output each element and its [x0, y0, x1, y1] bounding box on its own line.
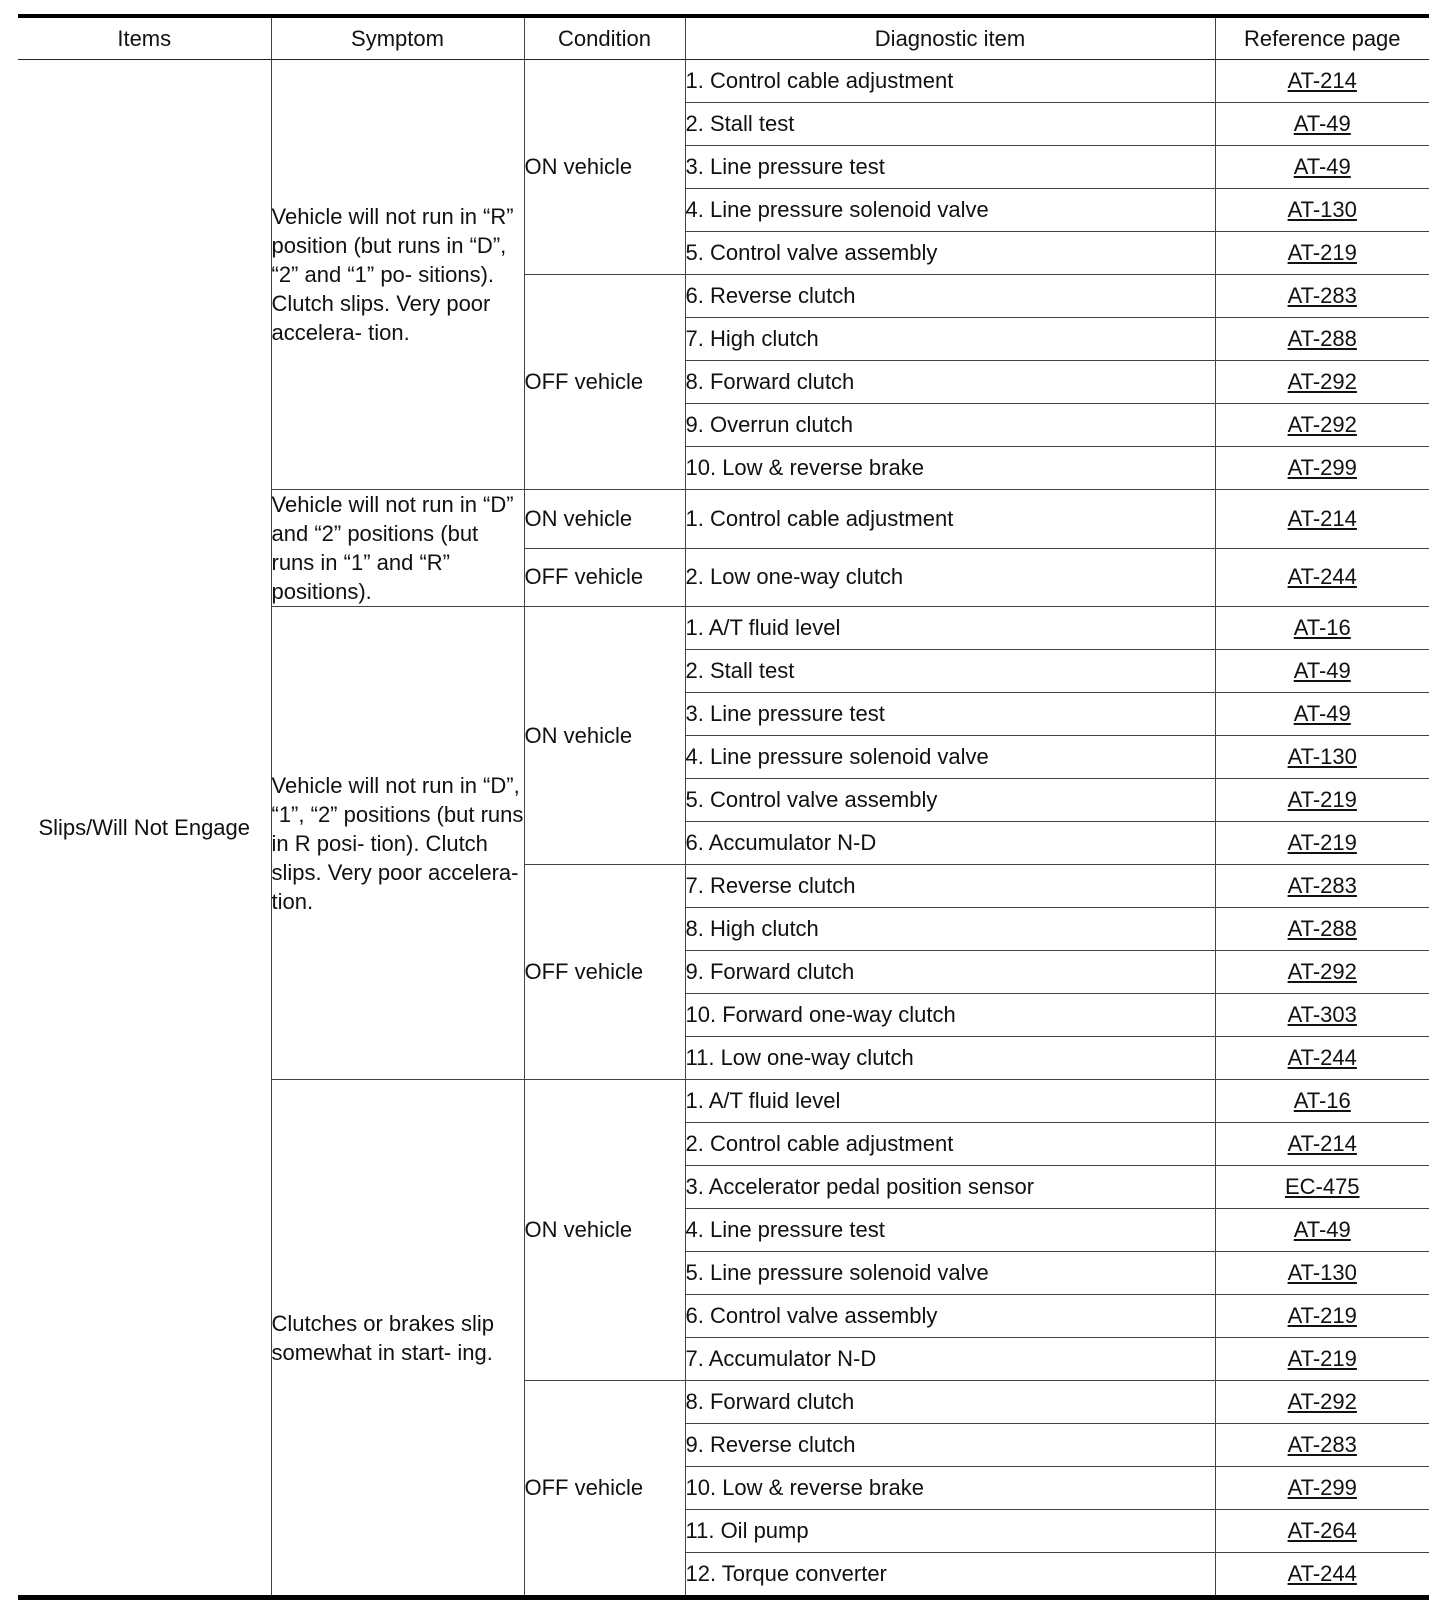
diagnostic-item: 2. Control cable adjustment [685, 1123, 1215, 1166]
diagnostic-item: 8. High clutch [685, 908, 1215, 951]
condition-label: OFF vehicle [524, 275, 685, 490]
diagnostic-item: 7. Accumulator N-D [685, 1338, 1215, 1381]
reference-cell [1215, 1037, 1429, 1080]
diagnostic-item: 10. Forward one-way clutch [685, 994, 1215, 1037]
diagnostic-item: 7. Reverse clutch [685, 865, 1215, 908]
reference-cell [1215, 404, 1429, 447]
diagnostic-item: 9. Forward clutch [685, 951, 1215, 994]
reference-cell [1215, 1252, 1429, 1295]
reference-cell [1215, 1209, 1429, 1252]
reference-link[interactable]: AT-283 [1287, 283, 1357, 308]
diagnostic-sheet [18, 14, 1429, 1600]
reference-link[interactable]: AT-49 [1293, 111, 1351, 136]
diagnostic-item: 5. Line pressure solenoid valve [685, 1252, 1215, 1295]
reference-cell [1215, 1338, 1429, 1381]
reference-cell [1215, 865, 1429, 908]
reference-link[interactable]: AT-244 [1287, 1561, 1357, 1586]
diagnostic-item: 11. Oil pump [685, 1510, 1215, 1553]
diagnostic-item: 4. Line pressure test [685, 1209, 1215, 1252]
diagnostic-item: 12. Torque converter [685, 1553, 1215, 1598]
diagnostic-item: 10. Low & reverse brake [685, 1467, 1215, 1510]
diagnostic-item: 6. Control valve assembly [685, 1295, 1215, 1338]
reference-link[interactable]: AT-283 [1287, 873, 1357, 898]
reference-link[interactable]: AT-299 [1287, 1475, 1357, 1500]
reference-cell [1215, 822, 1429, 865]
reference-cell [1215, 1510, 1429, 1553]
reference-link[interactable]: AT-49 [1293, 701, 1351, 726]
reference-link[interactable]: AT-244 [1287, 1045, 1357, 1070]
diagnostic-item: 5. Control valve assembly [685, 232, 1215, 275]
reference-cell [1215, 693, 1429, 736]
header-condition: Condition [524, 16, 685, 60]
reference-cell [1215, 1381, 1429, 1424]
condition-label: OFF vehicle [524, 548, 685, 607]
symptom-description: Vehicle will not run in “D”, “1”, “2” positions (but runs in R posi- tion). Clutch slips. Very poor accelera- tion. [271, 607, 524, 1080]
reference-cell [1215, 189, 1429, 232]
diagnostic-item: 8. Forward clutch [685, 361, 1215, 404]
diagnostic-table [18, 14, 1429, 1600]
reference-link[interactable]: AT-244 [1287, 564, 1357, 590]
diagnostic-item: 2. Stall test [685, 103, 1215, 146]
diagnostic-item: 3. Line pressure test [685, 693, 1215, 736]
reference-cell [1215, 650, 1429, 693]
reference-cell [1215, 1080, 1429, 1123]
diagnostic-item: 1. A/T fluid level [685, 607, 1215, 650]
reference-cell [1215, 1467, 1429, 1510]
reference-cell [1215, 548, 1429, 607]
reference-cell [1215, 1424, 1429, 1467]
reference-link[interactable]: AT-49 [1293, 154, 1351, 179]
table-body [18, 60, 1429, 1598]
header-row [18, 16, 1429, 60]
symptom-description: Vehicle will not run in “R” position (but runs in “D”, “2” and “1” po- sitions). Clutch slips. Very poor accelera- tion. [271, 60, 524, 490]
reference-link[interactable]: AT-130 [1287, 744, 1357, 769]
condition-label: ON vehicle [524, 607, 685, 865]
reference-cell [1215, 1295, 1429, 1338]
condition-label: ON vehicle [524, 1080, 685, 1381]
reference-link[interactable]: AT-219 [1287, 1303, 1357, 1328]
reference-link[interactable]: AT-49 [1293, 1217, 1351, 1242]
reference-cell [1215, 736, 1429, 779]
diagnostic-item: 11. Low one-way clutch [685, 1037, 1215, 1080]
diagnostic-item: 8. Forward clutch [685, 1381, 1215, 1424]
diagnostic-item: 10. Low & reverse brake [685, 447, 1215, 490]
reference-cell [1215, 275, 1429, 318]
reference-link[interactable]: AT-283 [1287, 1432, 1357, 1457]
reference-cell [1215, 361, 1429, 404]
reference-cell [1215, 607, 1429, 650]
reference-cell [1215, 103, 1429, 146]
reference-link[interactable]: AT-130 [1287, 1260, 1357, 1285]
reference-link[interactable]: AT-16 [1293, 1088, 1351, 1113]
diagnostic-item: 9. Overrun clutch [685, 404, 1215, 447]
reference-cell [1215, 1123, 1429, 1166]
diagnostic-item: 1. Control cable adjustment [685, 490, 1215, 549]
reference-cell [1215, 951, 1429, 994]
reference-cell [1215, 779, 1429, 822]
reference-link[interactable]: AT-130 [1287, 197, 1357, 222]
reference-cell [1215, 994, 1429, 1037]
reference-link[interactable]: AT-292 [1287, 1389, 1357, 1414]
diagnostic-item: 3. Accelerator pedal position sensor [685, 1166, 1215, 1209]
diagnostic-item: 4. Line pressure solenoid valve [685, 189, 1215, 232]
condition-label: OFF vehicle [524, 1381, 685, 1598]
diagnostic-item: 2. Stall test [685, 650, 1215, 693]
symptom-description: Vehicle will not run in “D” and “2” positions (but runs in “1” and “R” positions). [271, 490, 524, 607]
reference-link[interactable]: AT-264 [1287, 1518, 1357, 1543]
reference-link[interactable]: AT-288 [1287, 326, 1357, 351]
diagnostic-item: 3. Line pressure test [685, 146, 1215, 189]
diagnostic-item: 6. Reverse clutch [685, 275, 1215, 318]
reference-link[interactable]: AT-292 [1287, 369, 1357, 394]
reference-link[interactable]: AT-299 [1287, 455, 1357, 480]
diagnostic-item: 5. Control valve assembly [685, 779, 1215, 822]
reference-link[interactable]: AT-214 [1287, 1131, 1357, 1156]
condition-label: ON vehicle [524, 60, 685, 275]
item-category: Slips/Will Not Engage [18, 60, 271, 1598]
diagnostic-item: 1. Control cable adjustment [685, 60, 1215, 103]
condition-label: OFF vehicle [524, 865, 685, 1080]
reference-cell [1215, 146, 1429, 189]
symptom-description: Clutches or brakes slip somewhat in start- ing. [271, 1080, 524, 1598]
reference-link[interactable]: AT-288 [1287, 916, 1357, 941]
reference-link[interactable]: AT-219 [1287, 1346, 1357, 1371]
reference-cell [1215, 1553, 1429, 1598]
diagnostic-item: 7. High clutch [685, 318, 1215, 361]
reference-link[interactable]: AT-219 [1287, 830, 1357, 855]
reference-cell [1215, 490, 1429, 549]
reference-cell [1215, 908, 1429, 951]
reference-link[interactable]: AT-292 [1287, 959, 1357, 984]
reference-cell [1215, 447, 1429, 490]
diagnostic-item: 9. Reverse clutch [685, 1424, 1215, 1467]
reference-link[interactable]: AT-214 [1287, 68, 1357, 93]
header-reference-page: Reference page [1215, 16, 1429, 60]
condition-label: ON vehicle [524, 490, 685, 549]
diagnostic-item: 6. Accumulator N-D [685, 822, 1215, 865]
header-items: Items [18, 16, 271, 60]
reference-link[interactable]: EC-475 [1284, 1174, 1360, 1199]
reference-link[interactable]: AT-219 [1287, 787, 1357, 812]
reference-cell [1215, 1166, 1429, 1209]
diagnostic-item: 1. A/T fluid level [685, 1080, 1215, 1123]
reference-cell [1215, 60, 1429, 103]
table-row [18, 60, 1429, 103]
reference-link[interactable]: AT-219 [1287, 240, 1357, 265]
reference-cell [1215, 318, 1429, 361]
diagnostic-item: 2. Low one-way clutch [685, 548, 1215, 607]
reference-link[interactable]: AT-303 [1287, 1002, 1357, 1027]
reference-link[interactable]: AT-292 [1287, 412, 1357, 437]
table-header [18, 16, 1429, 60]
diagnostic-item: 4. Line pressure solenoid valve [685, 736, 1215, 779]
reference-link[interactable]: AT-214 [1287, 505, 1357, 531]
reference-link[interactable]: AT-16 [1293, 615, 1351, 640]
reference-cell [1215, 232, 1429, 275]
header-diagnostic-item: Diagnostic item [685, 16, 1215, 60]
header-symptom: Symptom [271, 16, 524, 60]
reference-link[interactable]: AT-49 [1293, 658, 1351, 683]
